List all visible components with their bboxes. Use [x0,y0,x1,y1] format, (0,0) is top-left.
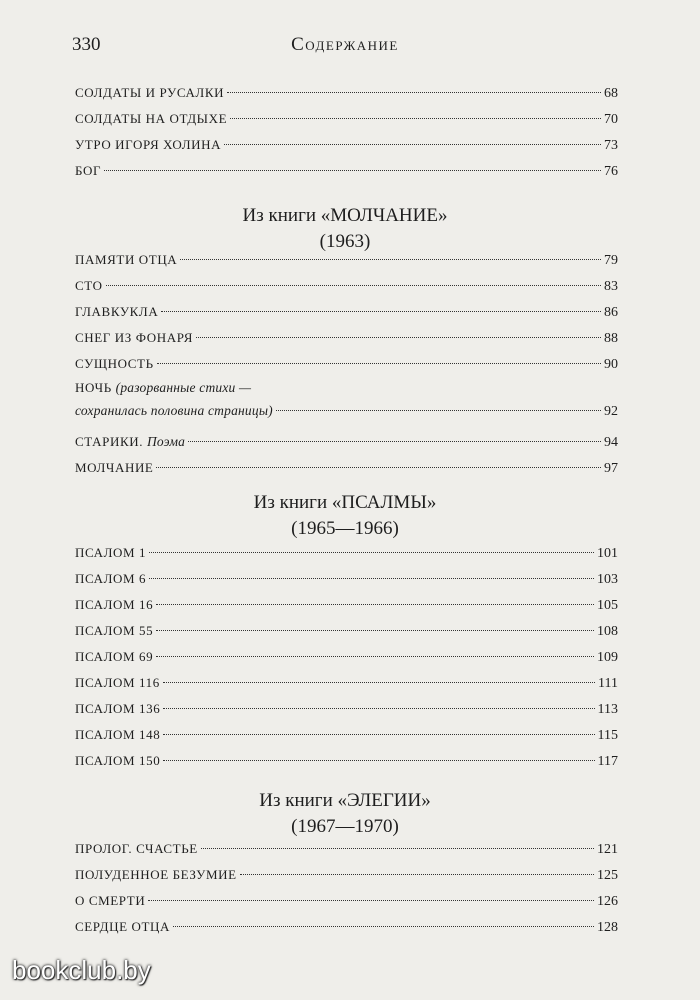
toc-entry-title: СЕРДЦЕ ОТЦА [75,919,171,934]
toc-entry [75,748,618,774]
dot-leader [163,708,594,709]
toc-entry-note: Поэма [146,434,186,449]
toc-entry-page: 113 [597,702,618,717]
toc-entry-title: ПОЛУДЕННОЕ БЕЗУМИЕ [75,867,237,882]
toc-entry-title: ПСАЛОМ 116 [75,675,160,690]
toc-entry-title: О СМЕРТИ [75,893,146,908]
toc-entry [75,247,618,273]
section-heading-years: (1965—1966) [291,518,399,539]
toc-entry-page: 128 [597,920,618,935]
dot-leader [156,656,594,657]
toc-entry-title: МОЛЧАНИЕ [75,460,154,475]
dot-leader [240,874,594,875]
dot-leader [230,118,601,119]
dot-leader [163,682,595,683]
toc-entry-page: 73 [604,138,618,153]
toc-entry [75,351,618,377]
toc-entry-page: 105 [597,598,618,613]
toc-entry [75,377,618,429]
toc-entry-title: БОГ [75,163,102,178]
dot-leader [148,900,594,901]
toc-entry-page: 83 [604,279,618,294]
toc-entry [75,429,618,455]
toc-entry-title: СТО [75,278,103,293]
page-number: 330 [72,34,101,55]
toc-section-0 [75,80,618,184]
dot-leader [227,92,601,93]
toc-entry-page: 68 [604,86,618,101]
toc-entry-page: 101 [597,546,618,561]
toc-entry-title: ПСАЛОМ 55 [75,623,154,638]
dot-leader [156,467,601,468]
toc-entry [75,106,618,132]
toc-entry-page: 121 [597,842,618,857]
dot-leader [149,578,594,579]
toc-entry-page: 79 [604,253,618,268]
dot-leader [224,144,601,145]
page-header [72,34,618,62]
toc-entry-page: 92 [604,404,618,419]
toc-entry-title: СОЛДАТЫ И РУСАЛКИ [75,85,225,100]
toc-entry-page: 109 [597,650,618,665]
section-heading [72,490,618,542]
section-heading-years: (1963) [319,231,371,252]
dot-leader [173,926,594,927]
toc-entry-title: ПСАЛОМ 6 [75,571,147,586]
toc-entry-page: 125 [597,868,618,883]
toc-entry [75,325,618,351]
toc-entry [75,540,618,566]
toc-section-1 [75,247,618,481]
toc-entry-note: (разорванные стихи — [115,380,252,395]
dot-leader [163,760,594,761]
toc-entry-page: 76 [604,164,618,179]
toc-entry-title: ПСАЛОМ 16 [75,597,154,612]
dot-leader [157,363,601,364]
toc-entry [75,618,618,644]
toc-entry-title: ПСАЛОМ 1 [75,545,147,560]
toc-entry-title: НОЧЬ [75,380,112,395]
dot-leader [104,170,601,171]
toc-entry-title: ПСАЛОМ 148 [75,727,161,742]
toc-entry [75,670,618,696]
toc-entry-page: 70 [604,112,618,127]
section-heading [72,788,618,840]
toc-entry-title: УТРО ИГОРЯ ХОЛИНА [75,137,222,152]
dot-leader [149,552,594,553]
toc-entry-page: 90 [604,357,618,372]
dot-leader [276,410,601,411]
toc-entry-title: СНЕГ ИЗ ФОНАРЯ [75,330,193,345]
toc-entry [75,566,618,592]
toc-entry [75,80,618,106]
watermark-logo: bookclub.by [12,955,151,985]
dot-leader [196,337,601,338]
toc-entry [75,299,618,325]
toc-entry-page: 117 [597,754,618,769]
toc-entry-title: СТАРИКИ. [75,434,144,449]
toc-entry-title: ПСАЛОМ 136 [75,701,161,716]
toc-entry-page: 97 [604,461,618,476]
section-heading-title: Из книги «ЭЛЕГИИ» [259,790,431,811]
toc-entry-page: 115 [597,728,618,743]
toc-entry [75,158,618,184]
toc-entry-page: 111 [598,676,618,691]
toc-entry [75,862,618,888]
toc-entry-title: СОЛДАТЫ НА ОТДЫХЕ [75,111,228,126]
toc-entry-title: СУЩНОСТЬ [75,356,154,371]
toc-entry-page: 103 [597,572,618,587]
toc-entry [75,273,618,299]
toc-entry [75,836,618,862]
toc-entry [75,592,618,618]
toc-entry-title: ПСАЛОМ 150 [75,753,161,768]
toc-entry-title: ПАМЯТИ ОТЦА [75,252,178,267]
dot-leader [156,604,594,605]
toc-entry-title: ПРОЛОГ. СЧАСТЬЕ [75,841,198,856]
toc-entry-title: ГЛАВКУКЛА [75,304,159,319]
toc-entry-note-continued: сохранилась половина страницы) [75,403,273,418]
toc-section-3 [75,836,618,940]
toc-entry-page: 86 [604,305,618,320]
toc-entry-title: ПСАЛОМ 69 [75,649,154,664]
dot-leader [106,285,601,286]
toc-entry-page: 88 [604,331,618,346]
section-heading-title: Из книги «ПСАЛМЫ» [253,492,437,513]
toc-entry [75,888,618,914]
toc-entry [75,722,618,748]
dot-leader [156,630,594,631]
toc-entry [75,696,618,722]
dot-leader [188,441,601,442]
toc-entry [75,644,618,670]
dot-leader [180,259,601,260]
toc-entry-page: 108 [597,624,618,639]
section-heading-years: (1967—1970) [291,816,399,837]
toc-entry [75,132,618,158]
toc-section-2 [75,540,618,774]
running-title: Содержание [291,34,399,55]
section-heading-title: Из книги «МОЛЧАНИЕ» [242,205,448,226]
toc-entry-page: 126 [597,894,618,909]
toc-entry [75,455,618,481]
dot-leader [161,311,601,312]
dot-leader [201,848,594,849]
toc-entry [75,914,618,940]
toc-entry-page: 94 [604,435,618,450]
dot-leader [163,734,594,735]
